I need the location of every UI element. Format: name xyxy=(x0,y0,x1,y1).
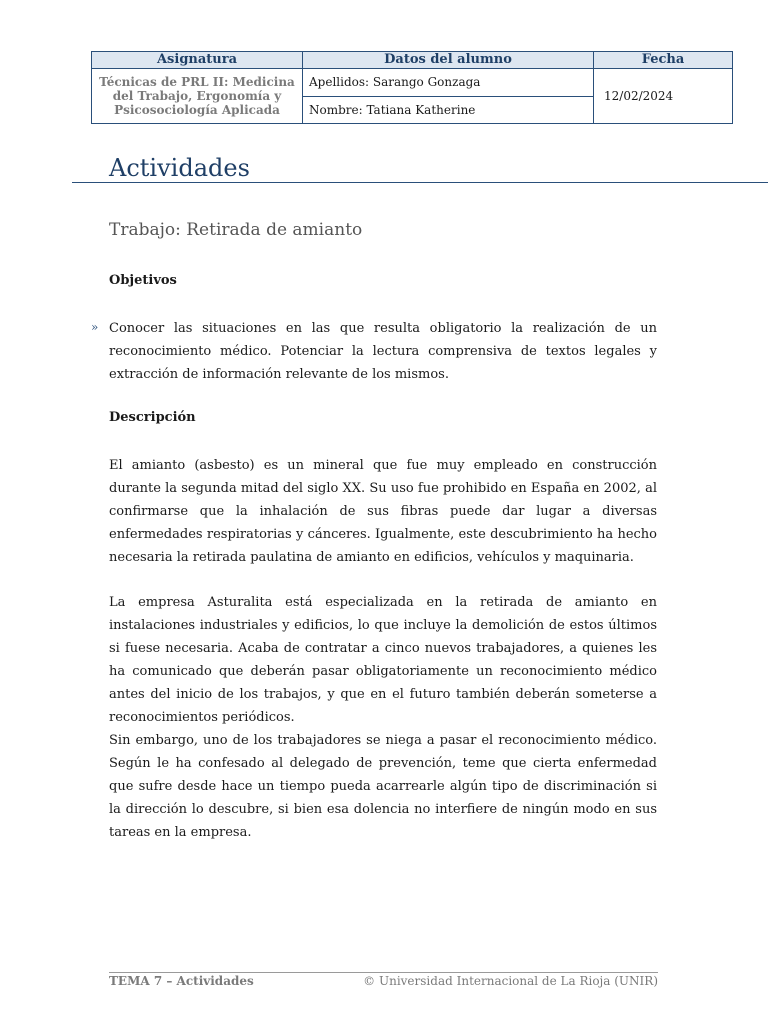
date-column-header: Fecha xyxy=(594,52,733,69)
description-heading: Descripción xyxy=(109,410,196,425)
objective-text-block xyxy=(109,317,657,386)
student-column-header: Datos del alumno xyxy=(303,52,594,69)
footer-topic: TEMA 7 – Actividades xyxy=(109,974,254,988)
description-paragraph-3 xyxy=(109,729,657,844)
objective-text: Conocer las situaciones en las que resulta obligatorio la realización de un reconocimiento médico. Potenciar la lectura comprensiva de textos legales y extracción de información relevante de los mismos. xyxy=(109,321,657,382)
bullet-icon: » xyxy=(91,320,99,334)
footer-copyright: © Universidad Internacional de La Rioja (UNIR) xyxy=(363,974,658,988)
header-table xyxy=(91,51,733,124)
subject-column-header: Asignatura xyxy=(92,52,303,69)
description-paragraph-1 xyxy=(109,454,657,569)
work-title: Trabajo: Retirada de amianto xyxy=(109,220,363,240)
objectives-heading: Objetivos xyxy=(109,273,177,288)
date-value: 12/02/2024 xyxy=(594,69,733,124)
student-name: Nombre: Tatiana Katherine xyxy=(303,96,594,123)
subject-value: Técnicas de PRL II: Medicina del Trabajo, Ergonomía y Psicosociología Aplicada xyxy=(92,69,303,124)
student-surname: Apellidos: Sarango Gonzaga xyxy=(303,69,594,96)
title-divider xyxy=(72,182,768,183)
paragraph: La empresa Asturalita está especializada en la retirada de amianto en instalaciones industriales y edificios, lo que incluye la demolición de estos últimos si fuese necesaria. Acaba de contratar a cinco nuevos trabajadores, a quienes les ha comunicado que deberán pasar obligatoriamente un reconocimiento médico antes del inicio de los trabajos, y que en el futuro también deberán someterse a reconocimientos periódicos. xyxy=(109,595,657,725)
description-paragraph-2 xyxy=(109,591,657,729)
paragraph: El amianto (asbesto) es un mineral que fue muy empleado en construcción durante la segunda mitad del siglo XX. Su uso fue prohibido en España en 2002, al confirmarse que la inhalación de sus fibras puede dar lugar a diversas enfermedades respiratorias y cánceres. Igualmente, este descubrimiento ha hecho necesaria la retirada paulatina de amianto en edificios, vehículos y maquinaria. xyxy=(109,458,657,565)
footer-divider xyxy=(109,972,658,973)
paragraph: Sin embargo, uno de los trabajadores se niega a pasar el reconocimiento médico. Según le ha confesado al delegado de prevención, teme que cierta enfermedad que sufre desde hace un tiempo pueda acarrearle algún tipo de discriminación si la dirección lo descubre, si bien esa dolencia no interfiere de ningún modo en sus tareas en la empresa. xyxy=(109,733,657,840)
section-title: Actividades xyxy=(109,154,250,182)
